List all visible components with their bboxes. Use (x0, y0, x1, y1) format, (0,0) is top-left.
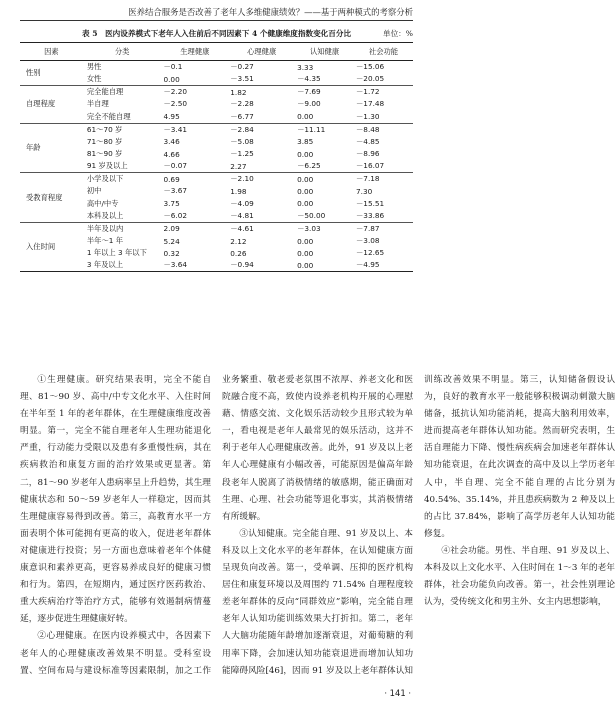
value-cell: －0.27 (230, 62, 254, 72)
value-cell: －3.08 (356, 236, 380, 246)
value-cell: 1.82 (228, 86, 295, 99)
category-cell: 81～90 岁 (86, 149, 123, 159)
value-cell: 3.85 (297, 137, 314, 147)
value-cell: －2.50 (163, 99, 188, 109)
value-cell: －6.02 (163, 210, 188, 220)
value-cell: 4.95 (163, 112, 180, 122)
paragraph-mental-health: ②心理健康。在医内设养模式中，各因素下老年人的心理健康改善效果不明显。受科室设置、空间布局与建设标准等因素限制，加之工作业务繁重、敬老爱老氛围不浓厚、养老文化和医院融合度不高，致使内设养老机构开展的心理慰藉、情感交流、文化娱乐活动较少且形式较为单一，看电视是老年人最常见的娱乐活动，这并不利于老年人心理健康改善。此外，91 岁及以上老年人心理健康有小幅改善，可能原因是偏高年龄段老年人脱离了消极情绪的敏感期，能正确面对生理、心理、社会功能等退化事实，其消极情绪有所缓解。 (20, 375, 413, 676)
category-cell: 女性 (86, 74, 102, 84)
header-rule (20, 20, 413, 21)
category-cell: 1 年以上 3 年以下 (86, 248, 147, 258)
category-cell: 高中/中专 (86, 198, 119, 208)
value-cell: －3.41 (161, 123, 228, 136)
value-cell: 0.26 (230, 248, 247, 258)
value-cell: －5.08 (230, 136, 254, 146)
category-cell: 3 年及以上 (83, 259, 162, 272)
table-title: 表 5 医内设养模式下老年人入住前后不同因素下 4 个健康维度指数变化百分比 (81, 29, 352, 38)
value-cell: －15.51 (356, 198, 385, 208)
value-cell: －0.94 (228, 259, 295, 272)
value-cell: 3.75 (163, 199, 180, 209)
value-cell: －4.95 (354, 259, 413, 272)
value-cell: 0.00 (297, 149, 314, 159)
table-row (20, 173, 413, 186)
table-unit: 单位：% (383, 29, 413, 38)
header-cognitive-health: 认知健康 (295, 43, 354, 61)
category-cell: 61～70 岁 (83, 123, 162, 136)
value-cell: －2.84 (228, 123, 295, 136)
table-row (20, 123, 413, 136)
table-caption (20, 28, 413, 40)
value-cell: －3.51 (230, 74, 254, 84)
header-category: 分类 (83, 43, 162, 61)
value-cell: －3.67 (163, 186, 188, 196)
header-social-function: 社会功能 (354, 43, 413, 61)
category-cell: 男性 (86, 62, 102, 72)
value-cell: －4.09 (230, 198, 254, 208)
value-cell: －16.07 (356, 161, 385, 171)
value-cell: 0.00 (295, 259, 354, 272)
table-row (20, 61, 413, 74)
value-cell: －2.28 (230, 99, 254, 109)
category-cell: 本科及以上 (86, 210, 124, 220)
paragraph-cognitive-health: ③认知健康。完全能自理、91 岁及以上、本科及以上文化水平的老年群体，在认知健康方面呈现负向改善。第一，受单调、压抑的医疗机构居住和康复环境以及周围约 71.54% 自理程度较差老年群体的反向“同群效应”影响，完全能自理老年人认知功能训练效果大打折扣。第二，老年人大脑功能随年龄增加逐渐衰退，对葡萄糖的利用率下降，会加速认知功能衰退进而增加认知功能障碍风险[46]，因而 91 岁及以上老年群体认知训练改善效果不明显。第三，认知储备假设认为，良好的教育水平一般能够积极调动刺激大脑储备，抵抗认知功能消耗，提高大脑利用效率，进而提高老年群体认知功能。然而研究表明，生活自理能力下降、慢性病疾病会加速老年群体认知功能衰退，在此次调查的高中及以上学历老年人中，半自理、完全不能自理的占比分别为 40.54%、35.14%，并且患疾病数为 2 种及以上的占比 37.84%，影响了高学历老年人认知功能修复。 (222, 375, 615, 676)
value-cell: 2.09 (161, 222, 228, 235)
value-cell: －7.69 (295, 86, 354, 99)
value-cell: －8.48 (354, 123, 413, 136)
category-cell: 完全不能自理 (86, 111, 131, 121)
page-number: · 141 · (384, 688, 411, 698)
factor-cell: 入住时间 (20, 222, 83, 272)
category-cell: 半自理 (86, 99, 109, 109)
value-cell: －20.05 (356, 74, 385, 84)
value-cell: 0.00 (295, 173, 354, 186)
category-cell: 半年～1 年 (86, 236, 124, 246)
value-cell: 0.00 (297, 248, 314, 258)
header-mental-health: 心理健康 (228, 43, 295, 61)
value-cell: －50.00 (297, 210, 326, 220)
value-cell: －1.72 (354, 86, 413, 99)
value-cell: －6.77 (230, 111, 254, 121)
value-cell: －1.25 (230, 149, 254, 159)
value-cell: 0.00 (163, 74, 180, 84)
value-cell: 2.12 (230, 236, 247, 246)
value-cell: －6.25 (297, 161, 321, 171)
value-cell: －4.85 (356, 136, 380, 146)
category-cell: 完全能自理 (83, 86, 162, 99)
value-cell: 0.00 (297, 236, 314, 246)
value-cell: 3.46 (163, 137, 180, 147)
category-cell: 初中 (86, 186, 102, 196)
factor-cell: 受教育程度 (20, 173, 83, 223)
table-body (20, 61, 413, 272)
health-index-table (20, 42, 413, 272)
table-row (20, 86, 413, 99)
value-cell: －3.03 (295, 222, 354, 235)
value-cell: －15.06 (356, 62, 385, 72)
value-cell: 0.00 (297, 112, 314, 122)
value-cell: －4.81 (230, 210, 254, 220)
value-cell: －7.87 (354, 222, 413, 235)
header-physical-health: 生理健康 (161, 43, 228, 61)
category-cell: 91 岁及以上 (86, 161, 128, 171)
paragraph-physical-health: ①生理健康。研究结果表明，完全不能自理、81～90 岁、高中/中专文化水平、入住时间在半年至 1 年的老年群体，在生理健康维度改善明显。第一，完全不能自理老年人生理功能退化严重，行动能力受限以及患有多重慢性病，其在疾病救治和康复方面的治疗效果或更显著。第二，81～90 岁老年人患病率呈上升趋势，其生理健康状态和 50～59 岁老年人一样稳定，因而其生理健康容易得到改善。第三，高教育水平一方面表明个体可能拥有更高的收入，促进老年群体对健康进行投资；另一方面也意味着老年个体健康意识和素养更高，更容易养成良好的健康习惯和行为。第四，在短期内，通过医疗医药救治、重大疾病治疗等治疗方式，能够有效遏制病情蔓延，逐步促进生理健康好转。 (20, 375, 211, 625)
category-cell: 半年及以内 (83, 222, 162, 235)
value-cell: 2.27 (230, 161, 247, 171)
table-row (20, 222, 413, 235)
value-cell: －8.96 (356, 149, 380, 159)
table-header-row (20, 43, 413, 61)
value-cell: 0.00 (297, 199, 314, 209)
value-cell: －4.35 (297, 74, 321, 84)
factor-cell: 性别 (26, 68, 41, 78)
value-cell: 0.69 (161, 173, 228, 186)
value-cell: －2.10 (228, 173, 295, 186)
value-cell: 4.66 (163, 149, 180, 159)
value-cell: －17.48 (356, 99, 385, 109)
value-cell: －1.30 (356, 111, 380, 121)
value-cell: －12.65 (356, 248, 385, 258)
value-cell: 0.32 (163, 248, 180, 258)
value-cell: －33.86 (356, 210, 385, 220)
value-cell: 0.00 (297, 186, 314, 196)
body-text (20, 372, 615, 684)
category-cell: 71～80 岁 (86, 136, 123, 146)
value-cell: －4.61 (228, 222, 295, 235)
paragraph-social-function: ④社会功能。男性、半自理、91 岁及以上、本科及以上文化水平、入住时间在 1～3 年的老年群体，社会功能负向改善。第一，社会性别理论认为，受传统文化和男主外、女主内思想影响， (424, 545, 615, 608)
value-cell: －0.07 (163, 161, 188, 171)
value-cell: －2.20 (161, 86, 228, 99)
header-factor: 因素 (20, 43, 83, 61)
running-head: 医养结合服务是否改善了老年人多维健康绩效？——基于两种模式的考察分析 (128, 7, 413, 17)
value-cell: －9.00 (297, 99, 321, 109)
value-cell: 3.33 (297, 62, 314, 72)
value-cell: －0.1 (163, 62, 183, 72)
value-cell: 5.24 (163, 236, 180, 246)
factor-cell: 年龄 (20, 123, 83, 173)
value-cell: －7.18 (354, 173, 413, 186)
value-cell: －3.64 (161, 259, 228, 272)
factor-cell: 自理程度 (20, 86, 83, 123)
value-cell: －11.11 (295, 123, 354, 136)
value-cell: 1.98 (230, 186, 247, 196)
category-cell: 小学及以下 (83, 173, 162, 186)
value-cell: 7.30 (356, 186, 373, 196)
